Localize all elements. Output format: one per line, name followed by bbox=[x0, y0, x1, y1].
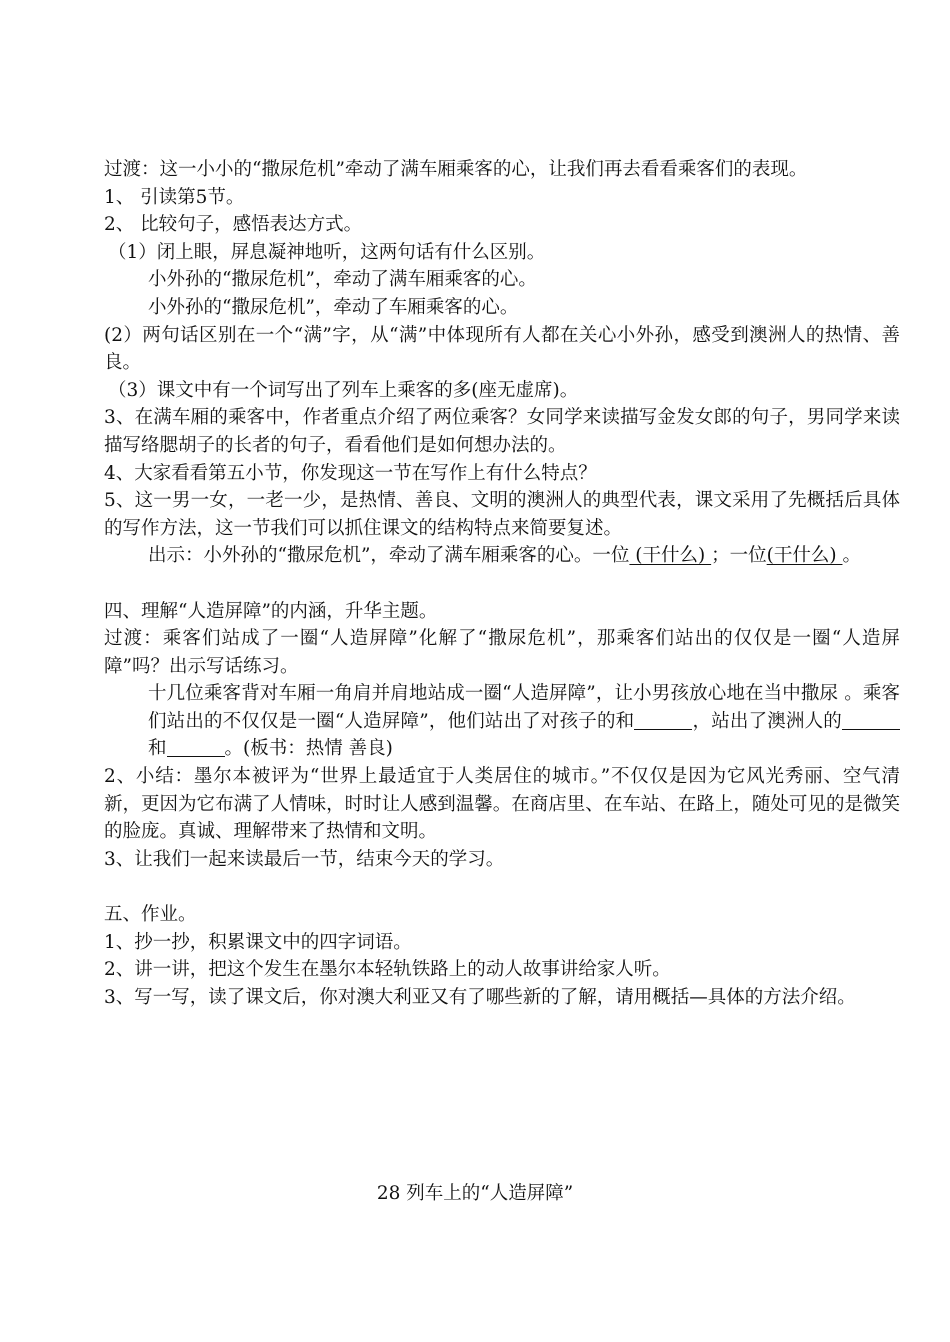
paragraph-transition-2: 过渡：乘客们站成了一圈“人造屏障”化解了“撒尿危机”，那乘客们站出的仅仅是一圈“人造屏障”吗？出示写话练习。 bbox=[104, 628, 900, 677]
section-heading-4: 四、理解“人造屏障”的内涵，升华主题。 bbox=[104, 600, 438, 622]
fill-blank-3 bbox=[167, 736, 225, 757]
sub-item-1: （1）闭上眼，屏息凝神地听，这两句话有什么区别。 bbox=[108, 241, 546, 263]
homework-item-3: 3、写一写，读了课文后，你对澳大利亚又有了哪些新的了解，请用概括—具体的方法介绍。 bbox=[104, 986, 856, 1008]
homework-item-1: 1、抄一抄，积累课文中的四字词语。 bbox=[104, 931, 412, 953]
summary-paragraph: 2、小结：墨尔本被评为“世界上最适宜于人类居住的城市。”不仅仅是因为它风光秀丽、空气清新，更因为它布满了人情味，时时让人感到温馨。在商店里、在车站、在路上，随处可见的是微笑的脸庞。真诚、理解带来了热情和文明。 bbox=[104, 766, 900, 843]
list-item-1: 1、 引读第5节。 bbox=[104, 186, 245, 208]
blank-what-2: (干什么) bbox=[766, 545, 843, 567]
closing-item: 3、让我们一起来读最后一节，结束今天的学习。 bbox=[104, 848, 505, 870]
blank-what-1: (干什么) bbox=[629, 545, 712, 567]
list-item-4: 4、大家看看第五小节，你发现这一节在写作上有什么特点？ bbox=[104, 462, 597, 484]
list-item-3: 3、在满车厢的乘客中，作者重点介绍了两位乘客？女同学来读描写金发女郎的句子，男同学来读描写络腮胡子的长者的句子，看看他们是如何想办法的。 bbox=[104, 407, 900, 456]
display-exercise: 出示：小外孙的“撒尿危机”，牵动了满车厢乘客的心。一位 (干什么) ；一位(干什么) 。 bbox=[148, 545, 861, 567]
homework-item-2: 2、讲一讲，把这个发生在墨尔本轻轨铁路上的动人故事讲给家人听。 bbox=[104, 959, 671, 981]
sub-item-2: (2）两句话区别在一个“满”字，从“满”中体现所有人都在关心小外孙，感受到澳洲人的热情、善良。 bbox=[104, 324, 900, 374]
list-item-2: 2、 比较句子，感悟表达方式。 bbox=[104, 214, 363, 236]
spacer bbox=[104, 570, 900, 598]
example-sentence-2: 小外孙的“撒尿危机”，牵动了车厢乘客的心。 bbox=[148, 296, 519, 318]
list-item-5: 5、这一男一女，一老一少，是热情、善良、文明的澳洲人的典型代表，课文采用了先概括后具体的写作方法，这一节我们可以抓住课文的结构特点来简要复述。 bbox=[104, 490, 900, 539]
page-footer-title: 28 列车上的“人造屏障” bbox=[376, 1183, 574, 1204]
fill-blank-2 bbox=[842, 709, 900, 730]
document-body bbox=[104, 156, 900, 1011]
writing-exercise: 十几位乘客背对车厢一角肩并肩地站成一圈“人造屏障”，让小男孩放心地在当中撒尿 。乘客们站出的不仅仅是一圈“人造屏障”，他们站出了对孩子的和 ，站出了澳洲人的和 。(板书：热情 善良) bbox=[148, 683, 900, 760]
example-sentence-1: 小外孙的“撒尿危机”，牵动了满车厢乘客的心。 bbox=[148, 269, 537, 291]
section-heading-5: 五、作业。 bbox=[104, 904, 197, 926]
sub-item-3: （3）课文中有一个词写出了列车上乘客的多(座无虚席)。 bbox=[108, 379, 579, 401]
fill-blank-1 bbox=[634, 709, 692, 730]
paragraph-transition: 过渡：这一小小的“撒尿危机”牵动了满车厢乘客的心，让我们再去看看乘客们的表现。 bbox=[104, 159, 808, 180]
spacer bbox=[104, 873, 900, 901]
